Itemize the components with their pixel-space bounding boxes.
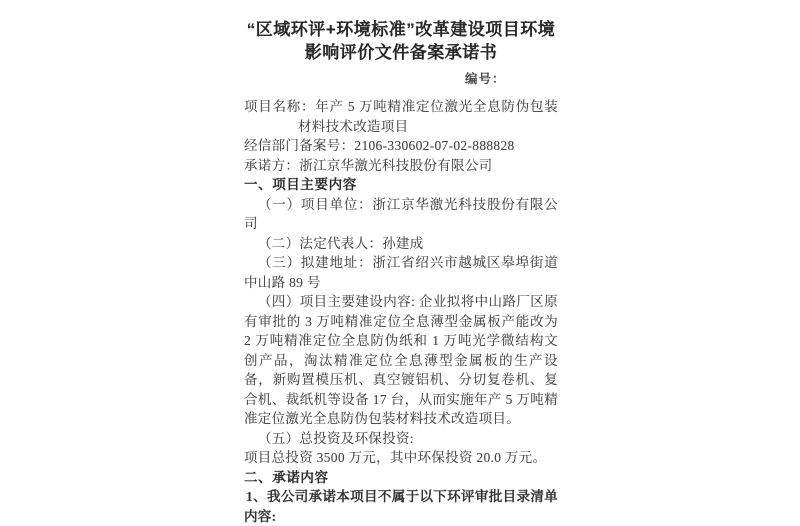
record-number-line: 经信部门备案号：2106-330602-07-02-888828 — [244, 138, 515, 153]
title-line-1: “区域环评+环境标准”改革建设项目环境 — [246, 20, 556, 39]
section-1-heading: 一、项目主要内容 — [244, 177, 357, 192]
section-1-item-5-detail: 项目总投资 3500 万元，其中环保投资 20.0 万元。 — [244, 450, 547, 465]
title-line-2: 影响评价文件备案承诺书 — [304, 43, 498, 62]
section-2-heading: 二、承诺内容 — [244, 469, 329, 485]
promisor-line: 承诺方：浙江京华激光科技股份有限公司 — [244, 157, 493, 173]
document-body — [244, 97, 558, 526]
section-1-item-3: （三）拟建地址：浙江省绍兴市越城区皋埠街道中山路 89 号 — [244, 255, 558, 290]
number-label: 编号： — [465, 72, 506, 86]
project-name-line: 项目名称：年产 5 万吨精准定位激光全息防伪包装材料技术改造项目 — [244, 99, 558, 134]
section-1-item-1: （一）项目单位：浙江京华激光科技股份有限公司 — [244, 196, 558, 231]
section-1-item-2: （二）法定代表人：孙建成 — [258, 235, 424, 251]
document-title — [244, 18, 558, 64]
section-1-item-5: （五）总投资及环保投资: — [258, 430, 414, 446]
section-2-item-1: 1、我公司承诺本项目不属于以下环评审批目录清单内容: — [244, 489, 558, 524]
document-content — [244, 18, 558, 526]
document-number-row — [244, 71, 558, 88]
section-1-item-4: （四）项目主要建设内容: 企业拟将中山路厂区原有审批的 3 万吨精准定位全息薄型金属板产能改为 2 万吨精准定位全息防伪纸和 1 万吨光学微结构文创产品，淘汰精准定位全息薄型金属板的生产设备，新购置模压机、真空镀铝机、分切复卷机、复合机、裁纸机等设备 17 台，从而实施年产 5 万吨精准定位激光全息防伪包装材料技术改造项目。 — [244, 294, 558, 426]
